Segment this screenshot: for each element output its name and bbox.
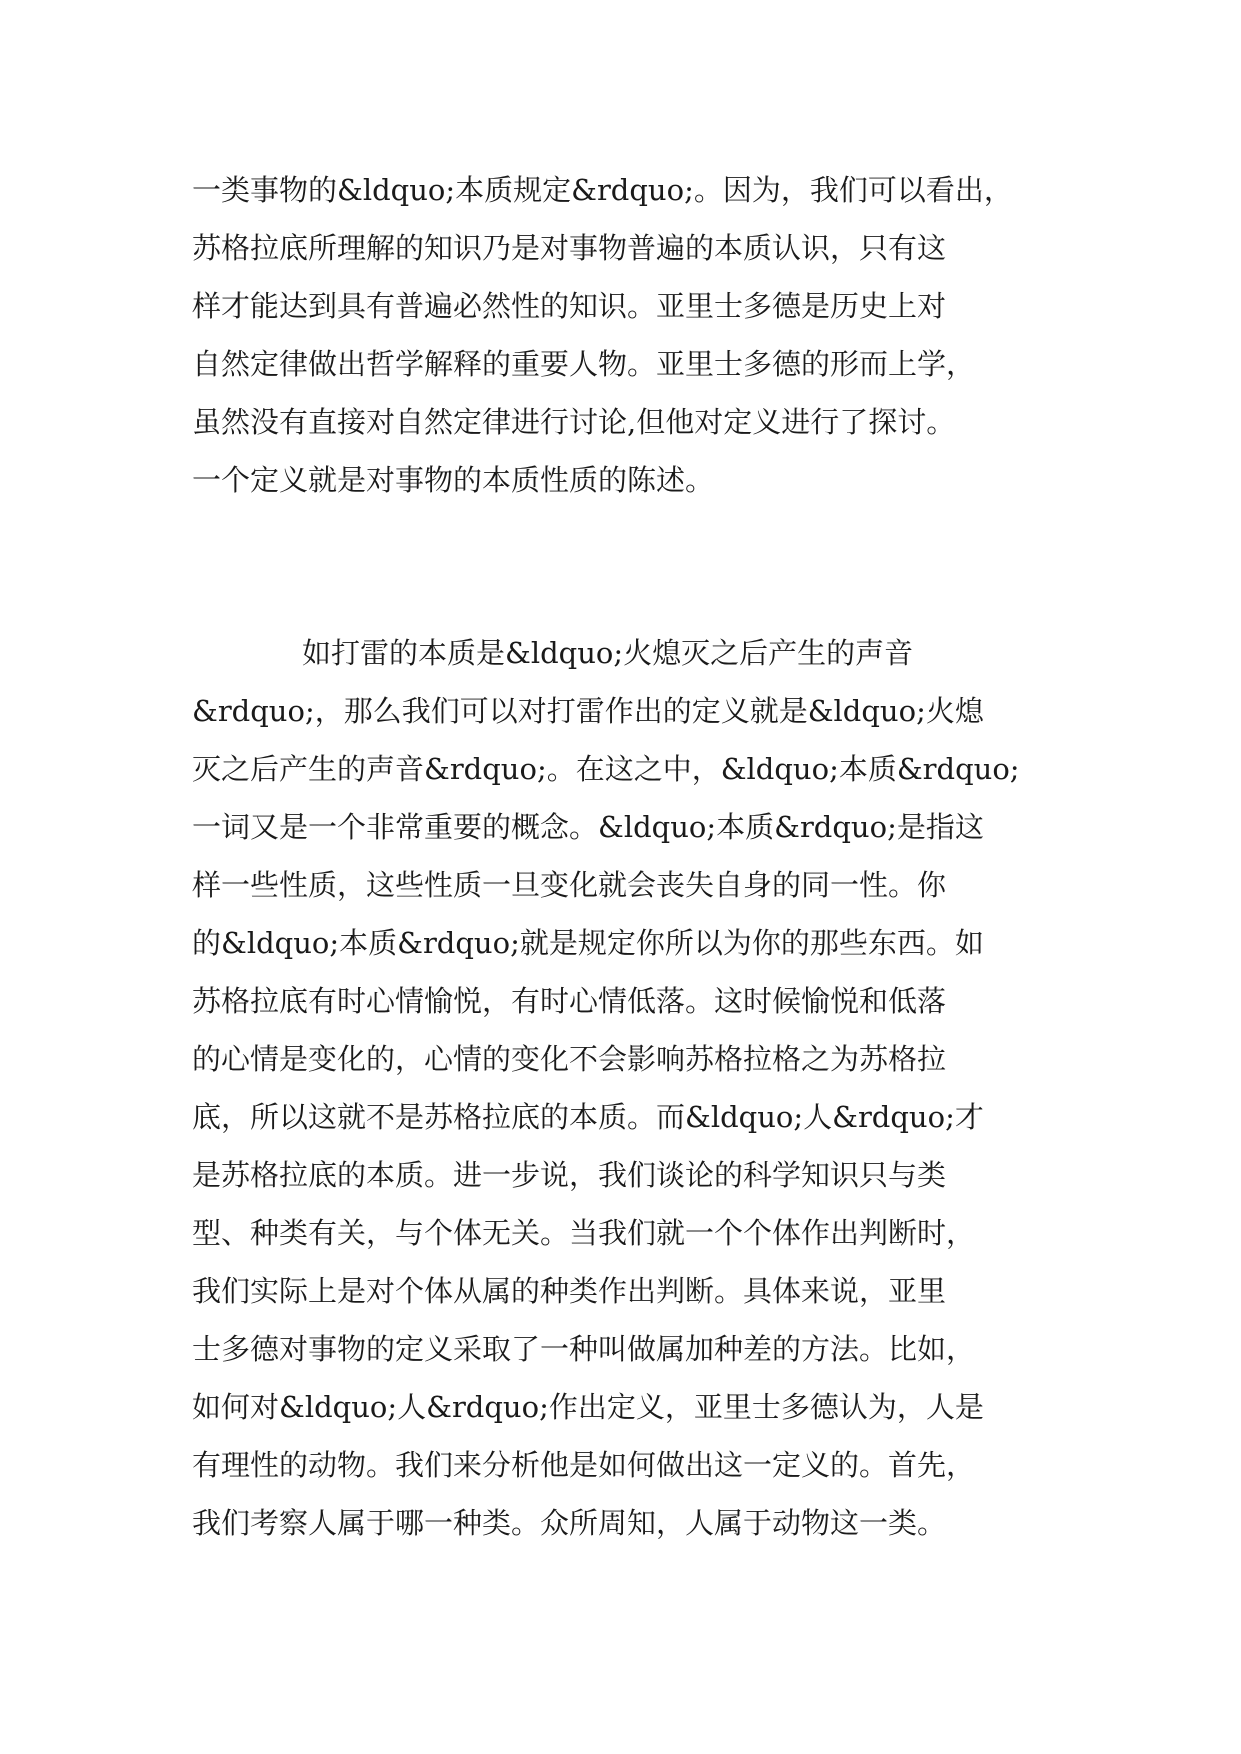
text-line: 虽然没有直接对自然定律进行讨论,但他对定义进行了探讨。 bbox=[192, 405, 956, 439]
text-line: 样才能达到具有普遍必然性的知识。亚里士多德是历史上对 bbox=[192, 289, 947, 323]
text-line: 自然定律做出哲学解释的重要人物。亚里士多德的形而上学， bbox=[192, 347, 976, 381]
text-line: 底，所以这就不是苏格拉底的本质。而&ldquo;人&rdquo;才 bbox=[192, 1100, 984, 1134]
text-line: 士多德对事物的定义采取了一种叫做属加种差的方法。比如， bbox=[192, 1332, 976, 1366]
text-line: 我们考察人属于哪一种类。众所周知，人属于动物这一类。 bbox=[192, 1506, 947, 1540]
text-line: 的心情是变化的，心情的变化不会影响苏格拉格之为苏格拉 bbox=[192, 1042, 947, 1076]
text-line: 苏格拉底有时心情愉悦，有时心情低落。这时候愉悦和低落 bbox=[192, 984, 947, 1018]
text-line: &rdquo;，那么我们可以对打雷作出的定义就是&ldquo;火熄 bbox=[192, 694, 984, 728]
text-line: 的&ldquo;本质&rdquo;就是规定你所以为你的那些东西。如 bbox=[192, 926, 984, 960]
text-line: 苏格拉底所理解的知识乃是对事物普遍的本质认识，只有这 bbox=[192, 231, 947, 265]
text-line: 型、种类有关，与个体无关。当我们就一个个体作出判断时， bbox=[192, 1216, 976, 1250]
paragraph-2 bbox=[192, 624, 1092, 1552]
paragraph-1 bbox=[192, 161, 1092, 509]
text-line: 如何对&ldquo;人&rdquo;作出定义，亚里士多德认为，人是 bbox=[192, 1390, 984, 1424]
text-line: 一个定义就是对事物的本质性质的陈述。 bbox=[192, 463, 715, 497]
text-line: 我们实际上是对个体从属的种类作出判断。具体来说，亚里 bbox=[192, 1274, 947, 1308]
text-line-indented: 如打雷的本质是&ldquo;火熄灭之后产生的声音 bbox=[302, 636, 914, 670]
text-line: 一词又是一个非常重要的概念。&ldquo;本质&rdquo;是指这 bbox=[192, 810, 984, 844]
text-line: 一类事物的&ldquo;本质规定&rdquo;。因为，我们可以看出， bbox=[192, 173, 1013, 207]
text-line: 有理性的动物。我们来分析他是如何做出这一定义的。首先， bbox=[192, 1448, 976, 1482]
text-line: 灭之后产生的声音&rdquo;。在这之中，&ldquo;本质&rdquo; bbox=[192, 752, 1020, 786]
text-line: 是苏格拉底的本质。进一步说，我们谈论的科学知识只与类 bbox=[192, 1158, 947, 1192]
text-line: 样一些性质，这些性质一旦变化就会丧失自身的同一性。你 bbox=[192, 868, 947, 902]
